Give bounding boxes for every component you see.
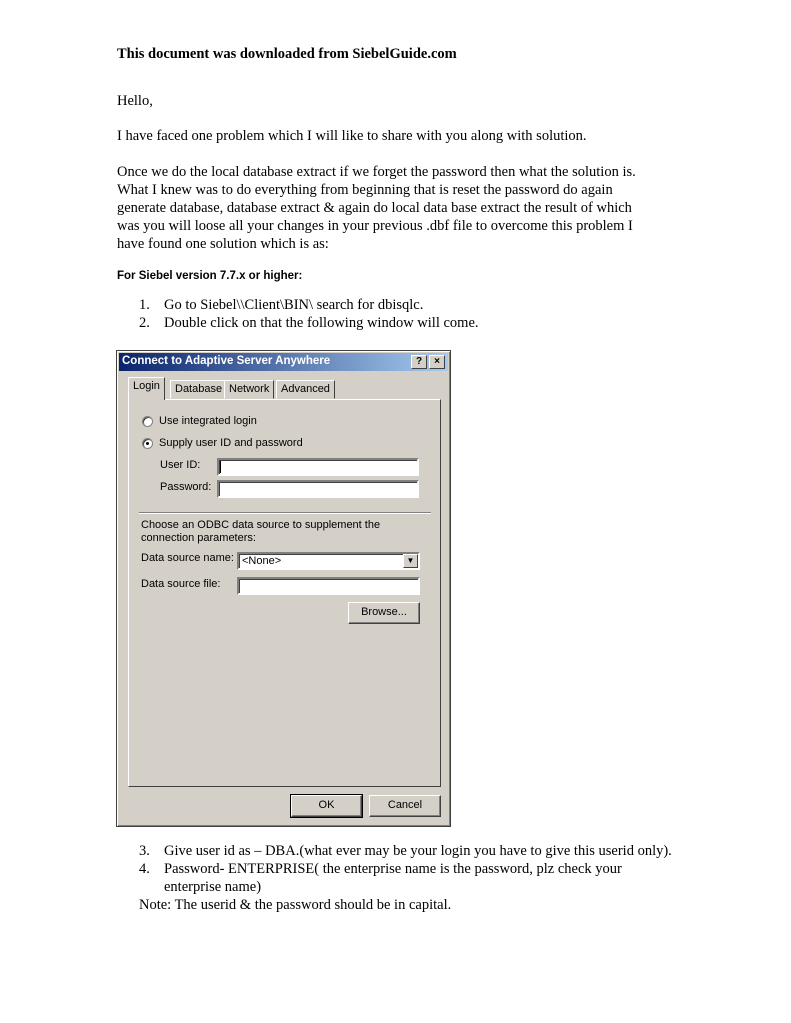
paragraph-line: generate database, database extract & again do local data base extract the result of which: [117, 200, 632, 216]
greeting: Hello,: [117, 93, 153, 109]
dialog-titlebar: [119, 353, 448, 371]
user-id-label: User ID:: [160, 459, 201, 471]
list-text: Go to Siebel\\Client\BIN\ search for dbisqlc.: [164, 297, 424, 313]
intro-text: I have faced one problem which I will like to share with you along with solution.: [117, 128, 587, 144]
data-source-file-label: Data source file:: [141, 578, 221, 590]
user-id-input[interactable]: [217, 458, 419, 476]
tab-database[interactable]: Database: [170, 380, 227, 399]
data-source-name-label: Data source name:: [141, 552, 234, 564]
document-header: This document was downloaded from SiebelGuide.com: [117, 46, 457, 62]
password-input[interactable]: [217, 480, 419, 498]
data-source-name-select[interactable]: [237, 552, 420, 570]
paragraph-line: have found one solution which is as:: [117, 236, 329, 252]
connect-dialog: [116, 350, 451, 827]
paragraph-line: was you will loose all your changes in your previous .dbf file to overcome this problem I: [117, 218, 633, 234]
tab-advanced[interactable]: Advanced: [276, 380, 335, 399]
data-source-name-value: <None>: [242, 555, 282, 567]
note-text: Note: The userid & the password should be in capital.: [139, 897, 452, 913]
tab-network[interactable]: Network: [224, 380, 274, 399]
data-source-file-input[interactable]: [237, 577, 420, 595]
ok-button[interactable]: OK: [291, 795, 362, 817]
close-button[interactable]: ×: [429, 355, 445, 369]
integrated-login-radio[interactable]: [142, 416, 153, 427]
help-button[interactable]: ?: [411, 355, 427, 369]
list-text: Double click on that the following window will come.: [164, 315, 479, 331]
odbc-instructions-line: Choose an ODBC data source to supplement the: [141, 519, 381, 531]
list-number: 4.: [139, 861, 150, 877]
supply-credentials-radio[interactable]: [142, 438, 153, 449]
browse-button[interactable]: Browse...: [348, 602, 420, 624]
divider: [139, 512, 431, 514]
tab-login[interactable]: Login: [128, 377, 165, 400]
list-number: 1.: [139, 297, 150, 313]
odbc-instructions-line: connection parameters:: [141, 532, 256, 544]
cancel-button[interactable]: Cancel: [369, 795, 441, 817]
list-number: 2.: [139, 315, 150, 331]
supply-credentials-label: Supply user ID and password: [159, 437, 303, 449]
list-text-continued: enterprise name): [164, 879, 262, 895]
login-panel: [128, 399, 441, 787]
chevron-down-icon[interactable]: ▼: [403, 554, 418, 568]
paragraph-line: What I knew was to do everything from beginning that is reset the password do again: [117, 182, 613, 198]
text-cursor: [220, 461, 221, 473]
password-label: Password:: [160, 481, 212, 493]
paragraph-line: Once we do the local database extract if we forget the password then what the solution is.: [117, 164, 636, 180]
list-number: 3.: [139, 843, 150, 859]
integrated-login-label: Use integrated login: [159, 415, 257, 427]
dialog-title: Connect to Adaptive Server Anywhere: [122, 355, 331, 367]
list-text: Password- ENTERPRISE( the enterprise name is the password, plz check your: [164, 861, 622, 877]
list-text: Give user id as – DBA.(what ever may be your login you have to give this userid only).: [164, 843, 672, 859]
section-heading: For Siebel version 7.7.x or higher:: [117, 270, 303, 282]
radio-selected-dot: [146, 442, 149, 445]
